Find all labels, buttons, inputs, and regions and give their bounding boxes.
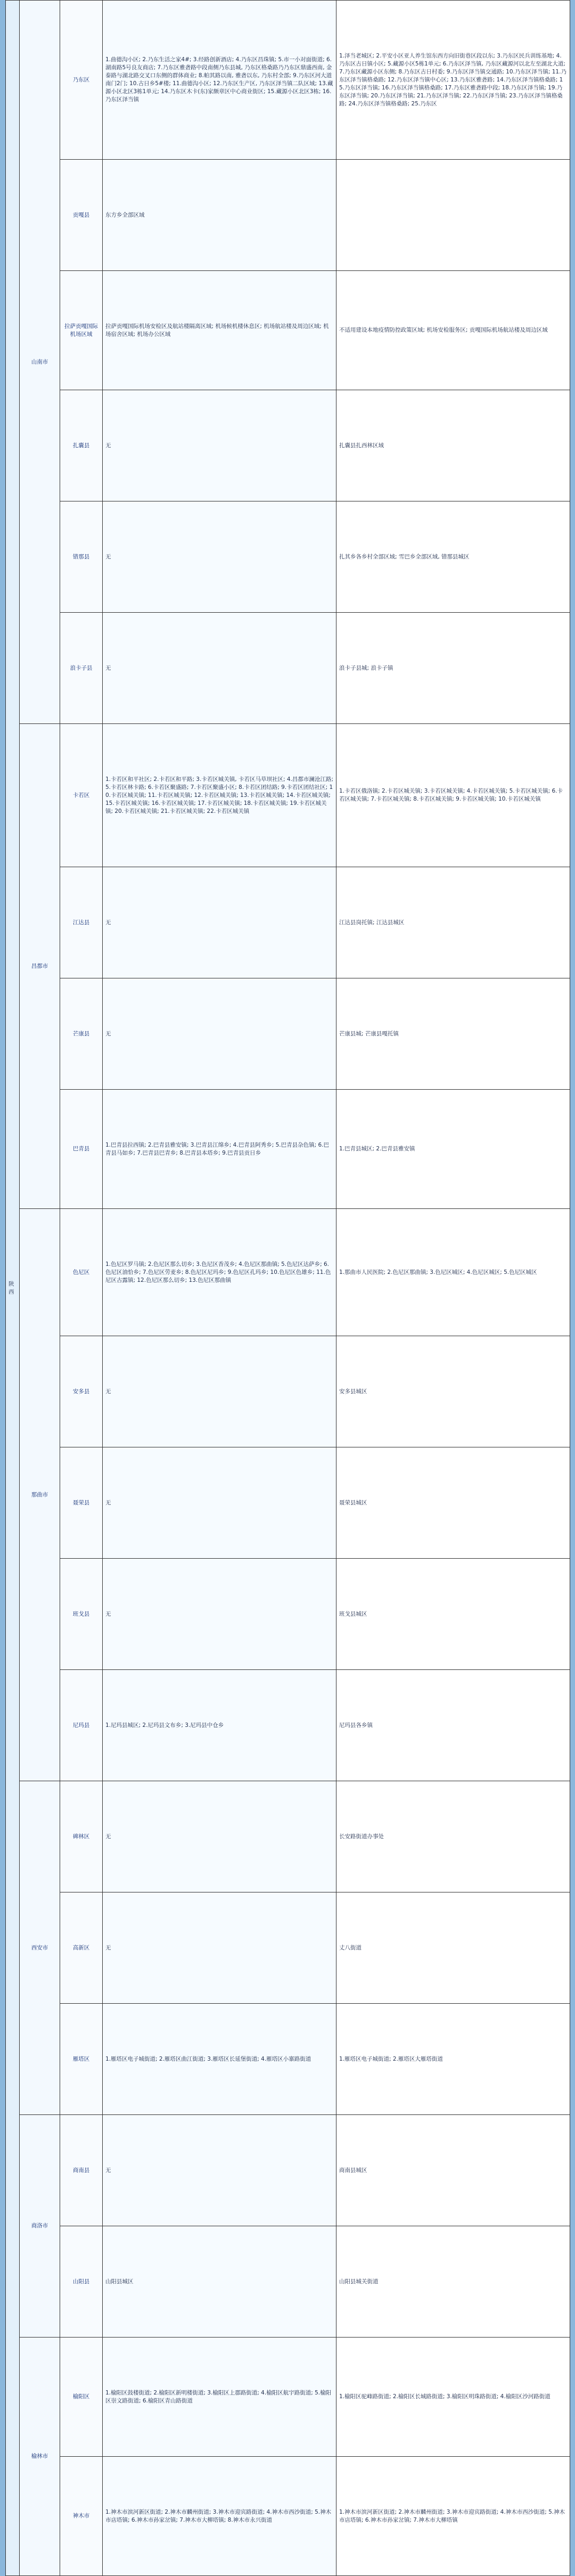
medium-risk-cell [336,160,570,271]
table-row [6,1447,570,1559]
table-row [6,1559,570,1670]
city-cell: 那曲市 [20,1209,60,1781]
district-cell: 榆阳区 [60,2338,103,2457]
table-row [6,1781,570,1892]
table-row [6,1892,570,2004]
medium-risk-cell: 商南县城区 [336,2115,570,2226]
medium-risk-cell: 浪卡子县城; 浪卡子镇 [336,613,570,724]
medium-risk-cell: 尼玛县各乡镇 [336,1670,570,1781]
high-risk-cell: 无 [103,1336,336,1447]
district-cell: 贡嘎县 [60,160,103,271]
district-cell: 神木市 [60,2457,103,2576]
city-cell: 西安市 [20,1781,60,2115]
medium-risk-cell: 江达县岗托镇; 江达县城区 [336,867,570,978]
high-risk-cell: 1.色尼区罗马镇; 2.色尼区那么切乡; 3.色尼区香茂乡; 4.色尼区那曲镇; 5.色尼区达萨乡; 6.色尼区油恰乡; 7.色尼区劳麦乡; 8.色尼区尼玛乡; 9.色尼区孔玛乡; 10.色尼区色雄乡; 11.色尼区古露镇; 12.色尼区那么切乡; 13.色尼区那曲镇 [103,1209,336,1336]
high-risk-cell: 无 [103,501,336,613]
district-cell: 芒康县 [60,978,103,1090]
high-risk-cell: 无 [103,978,336,1090]
table-row [6,160,570,271]
district-cell: 色尼区 [60,1209,103,1336]
high-risk-cell: 无 [103,1781,336,1892]
risk-area-table [5,0,570,2576]
table-row [6,1670,570,1781]
high-risk-cell: 无 [103,1559,336,1670]
medium-risk-cell: 1.巴青县城区; 2.巴青县雅安镇 [336,1090,570,1209]
high-risk-cell: 无 [103,867,336,978]
high-risk-cell: 无 [103,613,336,724]
medium-risk-cell: 1.榆阳区驼峰路街道; 2.榆阳区长城路街道; 3.榆阳区明珠路街道; 4.榆阳区沙河路街道 [336,2338,570,2457]
district-cell: 安多县 [60,1336,103,1447]
medium-risk-cell: 1.泽当老城区; 2.平安小区亚人养生馆东西方向旧街巷区段以东; 3.乃东区民兵训练基地; 4.乃东区古日镇小区; 5.藏源小区5栋1单元; 6.乃东区泽当镇, 乃东区藏源河以北左至湖北大道; 7.乃东区藏源小区东侧; 8.乃东区古日村委; 9.乃东区泽当镇交通路; 10.乃东区泽当镇; 11.乃东区泽当镇格桑路; 12.乃东区泽当镇中心区; 13.乃东区雅砻路; 14.乃东区泽当镇格桑路; 15.乃东区泽当镇; 16.乃东区泽当镇格桑路; 17.乃东区雅砻路中段; 18.乃东区泽当镇; 19.乃东区泽当镇; 20.乃东区泽当镇; 21.乃东区泽当镇; 22.乃东区泽当镇; 23.乃东区泽当镇格桑路; 24.乃东区泽当镇格桑路; 25.乃东区 [336,1,570,160]
medium-risk-cell: 聂荣县城区 [336,1447,570,1559]
high-risk-cell: 1.神木市滨河新区街道; 2.神木市麟州街道; 3.神木市迎宾路街道; 4.神木市西沙街道; 5.神木市店塔镇; 6.神木市孙家岔镇; 7.神木市大柳塔镇; 8.神木市永兴街道 [103,2457,336,2576]
medium-risk-cell: 1.那曲市人民医院; 2.色尼区那曲镇; 3.色尼区城区; 4.色尼区城区; 5.色尼区城区 [336,1209,570,1336]
high-risk-cell: 1.雁塔区电子城街道; 2.雁塔区曲江街道; 3.雁塔区长延堡街道; 4.雁塔区小寨路街道 [103,2004,336,2115]
high-risk-cell: 1.榆阳区鼓楼街道; 2.榆阳区新明楼街道; 3.榆阳区上郡路街道; 4.榆阳区航宇路街道; 5.榆阳区崇文路街道; 6.榆阳区青山路街道 [103,2338,336,2457]
high-risk-cell: 1.巴青县拉西镇; 2.巴青县雅安镇; 3.巴青县江绵乡; 4.巴青县阿秀乡; 5.巴青县杂色镇; 6.巴青县马如乡; 7.巴青县巴青乡; 8.巴青县本塔乡; 9.巴青县贡日乡 [103,1090,336,1209]
medium-risk-cell: 1.神木市滨河新区街道; 2.神木市麟州街道; 3.神木市迎宾路街道; 4.神木市西沙街道; 5.神木市店塔镇; 6.神木市孙家岔镇; 7.神木市大柳塔镇 [336,2457,570,2576]
table-row [6,2226,570,2338]
page [5,0,570,2576]
high-risk-cell: 山阳县城区 [103,2226,336,2338]
table-row [6,978,570,1090]
medium-risk-cell: 丈八街道 [336,1892,570,2004]
district-cell: 碑林区 [60,1781,103,1892]
table-row [6,724,570,867]
city-cell: 山南市 [20,1,60,724]
district-cell: 商南县 [60,2115,103,2226]
table-row [6,2004,570,2115]
table-row [6,271,570,390]
medium-risk-cell: 1.卡若区俄洛镇; 2.卡若区城关镇; 3.卡若区城关镇; 4.卡若区城关镇; 5.卡若区城关镇; 6.卡若区城关镇; 7.卡若区城关镇; 8.卡若区城关镇; 9.卡若区城关镇; 10.卡若区城关镇 [336,724,570,867]
high-risk-cell: 无 [103,1447,336,1559]
medium-risk-cell: 山阳县城关街道 [336,2226,570,2338]
city-cell: 榆林市 [20,2338,60,2576]
high-risk-cell: 东方乡全部区域 [103,160,336,271]
medium-risk-cell: 1.雁塔区电子城街道; 2.雁塔区大雁塔街道 [336,2004,570,2115]
high-risk-cell: 无 [103,390,336,501]
high-risk-cell: 1.尼玛县城区; 2.尼玛县文布乡; 3.尼玛县中仓乡 [103,1670,336,1781]
district-cell: 江达县 [60,867,103,978]
table-row [6,1090,570,1209]
district-cell: 尼玛县 [60,1670,103,1781]
high-risk-cell: 拉萨贡嘎国际机场安检区及航站楼隔离区域; 机场候机楼休息区; 机场航站楼及周边区域; 机场宿舍区域; 机场办公区域 [103,271,336,390]
medium-risk-cell: 芒康县城; 芒康县嘎托镇 [336,978,570,1090]
table-row [6,1209,570,1336]
table-row [6,613,570,724]
table-row [6,867,570,978]
city-cell: 商洛市 [20,2115,60,2338]
high-risk-cell: 1.曲德沟小区; 2.乃东生活之家4#; 3.经路创新酒店; 4.乃东区昌珠镇; 5.市一小对面街道; 6.湖南路5号良友商店; 7.乃东区雅砻路中段南侧乃东县城, 乃东区格桑路乃乃东区鼎盛西南, 金泰路与湖北路交叉口东侧的群体商业; 8.帕其路以南, 雅砻以东, 乃东村全部; 9.乃东区河大道南门2门; 10.古日乡5#楼; 11.曲德沟小区; 12.乃东区生产区, 乃东区泽当镇二队区域; 13.藏源小区北区3栋1单元; 14.乃东区木卡(东)家颇章区中心商业街区; 15.藏源小区北区3栋; 16.乃东区泽当镇 [103,1,336,160]
district-cell: 雁塔区 [60,2004,103,2115]
table-row [6,501,570,613]
table-row [6,390,570,501]
high-risk-cell: 1.卡若区和平社区; 2.卡若区和平路; 3.卡若区城关镇, 卡若区马草坝社区; 4.昌都市澜沧江路; 5.卡若区林卡路; 6.卡若区聚盛路; 7.卡若区聚盛小区; 8.卡若区团结路; 9.卡若区团结社区; 10.卡若区城关镇; 11.卡若区城关镇; 12.卡若区城关镇; 13.卡若区城关镇; 14.卡若区城关镇; 15.卡若区城关镇; 16.卡若区城关镇; 17.卡若区城关镇; 18.卡若区城关镇; 19.卡若区城关镇; 20.卡若区城关镇; 21.卡若区城关镇; 22.卡若区城关镇 [103,724,336,867]
district-cell: 山阳县 [60,2226,103,2338]
district-cell: 聂荣县 [60,1447,103,1559]
district-cell: 扎囊县 [60,390,103,501]
district-cell: 卡若区 [60,724,103,867]
district-cell: 浪卡子县 [60,613,103,724]
district-cell: 高新区 [60,1892,103,2004]
medium-risk-cell: 不适用建设本地疫情防控政策区域; 机场安检服务区; 贡嘎国际机场航站楼及周边区域 [336,271,570,390]
district-cell: 拉萨贡嘎国际机场区域 [60,271,103,390]
high-risk-cell: 无 [103,2115,336,2226]
table-row [6,2457,570,2576]
table-row [6,2115,570,2226]
medium-risk-cell: 班戈县城区 [336,1559,570,1670]
medium-risk-cell: 安多县城区 [336,1336,570,1447]
high-risk-cell: 无 [103,1892,336,2004]
district-cell: 班戈县 [60,1559,103,1670]
table-row [6,1336,570,1447]
medium-risk-cell: 扎囊县扎西林区域 [336,390,570,501]
district-cell: 巴青县 [60,1090,103,1209]
table-row [6,2338,570,2457]
medium-risk-cell: 扎其乡各乡村全部区域; 雪巴乡全部区域, 错那县城区 [336,501,570,613]
medium-risk-cell: 长安路街道办事处 [336,1781,570,1892]
city-cell: 昌都市 [20,724,60,1209]
table-row [6,1,570,160]
district-cell: 错那县 [60,501,103,613]
district-cell: 乃东区 [60,1,103,160]
province-cell: 陕西 [6,1,20,2576]
